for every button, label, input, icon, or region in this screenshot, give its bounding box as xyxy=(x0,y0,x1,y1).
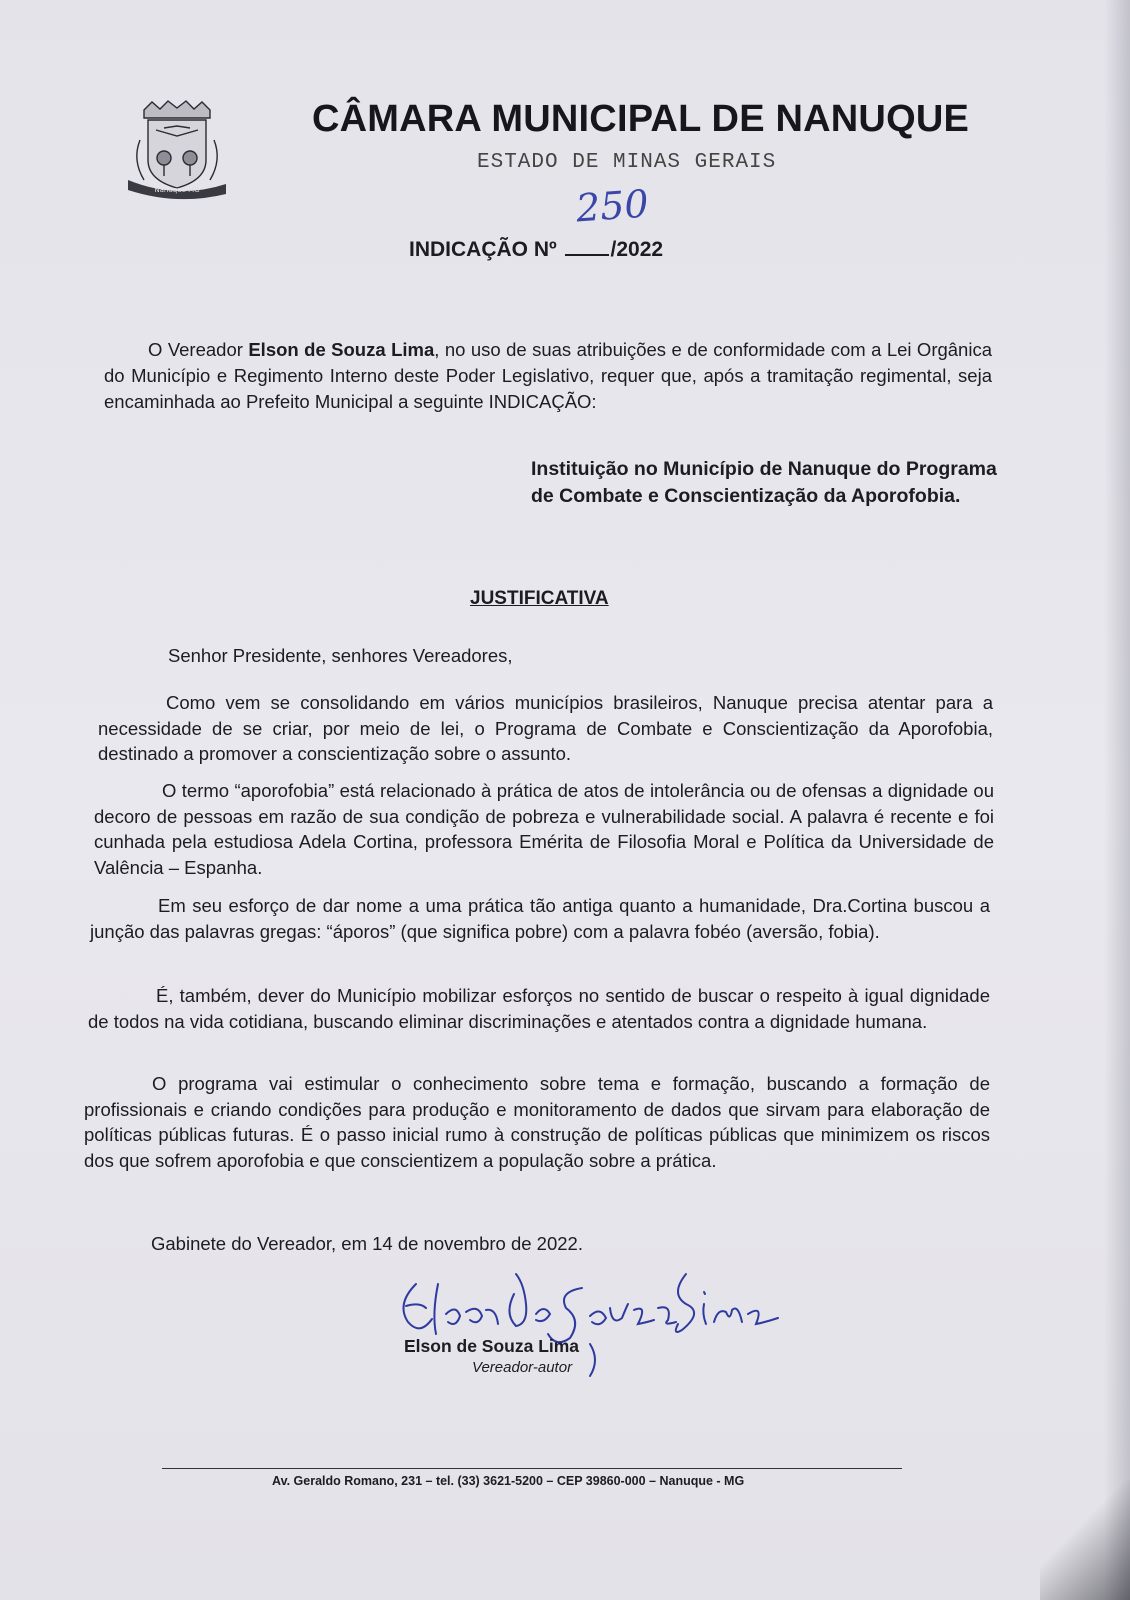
handwritten-signature xyxy=(386,1264,796,1384)
justification-title: JUSTIFICATIVA xyxy=(470,588,609,609)
footer-address: Av. Geraldo Romano, 231 – tel. (33) 3621-5200 – CEP 39860-000 – Nanuque - MG xyxy=(272,1474,745,1488)
justification-paragraph-2: O termo “aporofobia” está relacionado à prática de atos de intolerância ou de ofensas a dignidade ou decoro de pessoas em razão de sua condição de pobreza e vulnerabilidade social. A palavra é recente e foi cunhada pela estudiosa Adela Cortina, professora Emérita de Filosofia Moral e Política da Universidade de Valência – Espanha. xyxy=(94,780,994,878)
indication-subject: Instituição no Município de Nanuque do Programa de Combate e Conscientização da Aporofobia. xyxy=(531,458,997,507)
justification-paragraph-1: Como vem se consolidando em vários municípios brasileiros, Nanuque precisa atentar para a necessidade de se criar, por meio de lei, o Programa de Combate e Conscientização da Aporofobia, destinado a promover a conscientização sobre o assunto. xyxy=(98,692,993,764)
justification-paragraph-5: O programa vai estimular o conhecimento sobre tema e formação, buscando a formação de profissionais e criando condições para produção e monitoramento de dados que sirvam para elaboração de políticas públicas futuras. É o passo inicial rumo à construção de políticas públicas que minimizem os riscos dos que sofrem aporofobia e que conscientizem a população sobre a prática. xyxy=(84,1073,990,1171)
justification-paragraph-4: É, também, dever do Município mobilizar esforços no sentido de buscar o respeito à igual dignidade de todos na vida cotidiana, buscando eliminar discriminações e atentados contra a dignidade humana. xyxy=(88,985,990,1032)
indicacao-prefix: INDICAÇÃO Nº xyxy=(409,238,557,261)
intro-paragraph xyxy=(104,337,992,415)
document-title: CÂMARA MUNICIPAL DE NANUQUE xyxy=(312,98,970,140)
crest-ribbon-text: Nanuque MG xyxy=(154,186,200,194)
councilor-name: Elson de Souza Lima xyxy=(248,339,435,360)
salutation: Senhor Presidente, senhores Vereadores, xyxy=(168,645,513,666)
handwritten-number: 250 xyxy=(574,181,650,231)
footer-divider xyxy=(162,1468,902,1469)
signer-name: Elson de Souza Lima xyxy=(404,1336,580,1356)
municipal-crest-icon xyxy=(122,100,232,202)
page-edge-shadow xyxy=(1104,0,1130,1600)
intro-rest: , no uso de suas atribuições e de conformidade com a Lei Orgânica do Município e Regimento Interno deste Poder Legislativo, requer que, após a tramitação regimental, seja encaminhada ao Prefeito Municipal a seguinte INDICAÇÃO: xyxy=(104,339,992,412)
indicacao-heading xyxy=(409,236,663,262)
indicacao-year: /2022 xyxy=(610,238,664,261)
signer-role: Vereador-autor xyxy=(472,1359,573,1376)
closing-line: Gabinete do Vereador, em 14 de novembro de 2022. xyxy=(151,1233,583,1254)
number-blank-line xyxy=(565,236,609,256)
document-subtitle: ESTADO DE MINAS GERAIS xyxy=(477,151,777,174)
intro-lead: O Vereador xyxy=(148,339,249,360)
justification-paragraph-3: Em seu esforço de dar nome a uma prática tão antiga quanto a humanidade, Dra.Cortina buscou a junção das palavras gregas: “áporos” (que significa pobre) com a palavra fobéo (aversão, fobia). xyxy=(90,895,990,942)
page-corner-shadow xyxy=(1040,1480,1130,1600)
